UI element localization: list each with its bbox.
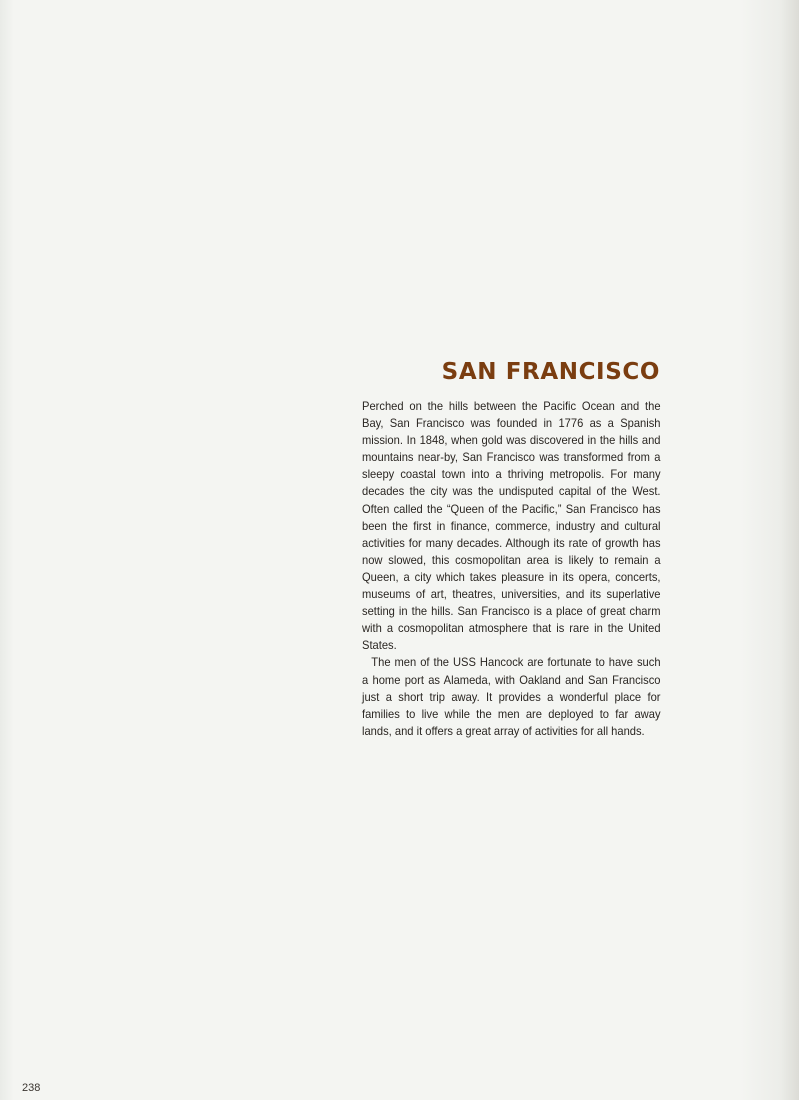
article-paragraph-2: The men of the USS Hancock are fortunate to have such a home port as Alameda, with Oakland and San Francisco just a short trip away. It provides a wonderful place for families to live while the men are deployed to far away lands, and it offers a great array of activities for all hands. — [362, 655, 661, 738]
article-body — [362, 398, 661, 740]
article-title: SAN FRANCISCO — [441, 359, 660, 385]
article-paragraph-1: Perched on the hills between the Pacific Ocean and the Bay, San Francisco was founded in 1776 as a Spanish mission. In 1848, when gold was discovered in the hills and mountains near-by, San Francisco was transformed from a sleepy coastal town into a thriving metropolis. For many decades the city was the undisputed capital of the West. Often called the “Queen of the Pacific,” San Francisco has been the first in finance, commerce, industry and cultural activities for many decades. Although its rate of growth has now slowed, this cosmopolitan area is likely to remain a Queen, a city which takes pleasure in its opera, concerts, museums of art, theatres, universities, and its superlative setting in the hills. San Francisco is a place of great charm with a cosmopolitan atmosphere that is rare in the United States. — [362, 399, 661, 653]
page-number: 238 — [22, 1082, 41, 1094]
